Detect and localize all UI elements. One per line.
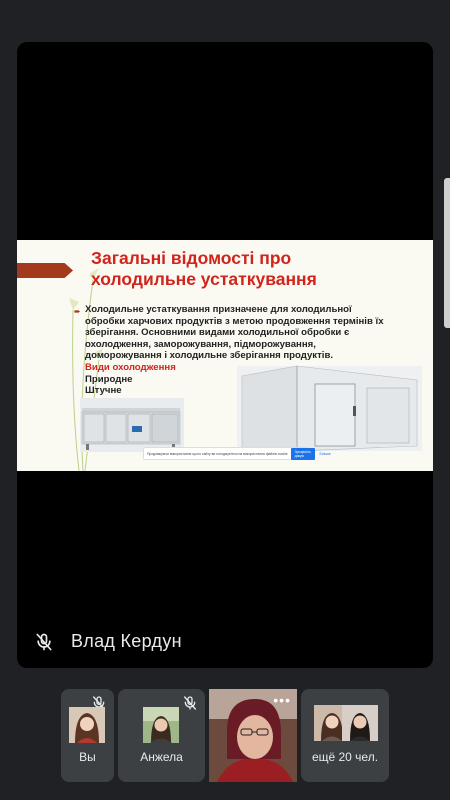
cookie-text: Продовжуючи використання цього сайту ви погоджуєтеся на використання файлів cookie (147, 451, 288, 456)
participant-tile-you[interactable] (61, 689, 114, 782)
participant-name: Анжела (140, 750, 183, 764)
cooling-type-item: Природне (85, 373, 133, 385)
slide-title-line-2: холодильне устаткування (91, 269, 317, 289)
avatar (342, 705, 378, 741)
body-line: обробки харчових продуктів з метою продовження термінів їх (85, 315, 384, 327)
side-panel-handle[interactable] (444, 178, 450, 328)
bullet-arrow-icon: ➨ (74, 307, 81, 316)
more-participants-tile[interactable] (301, 689, 389, 782)
slide-title-arrow (17, 263, 73, 278)
participant-tile-video[interactable] (209, 689, 297, 782)
participant-name: Вы (79, 750, 96, 764)
avatar (143, 707, 179, 743)
avatar (69, 707, 105, 743)
participant-tile-anzhela[interactable] (118, 689, 205, 782)
main-participant-name: Влад Кердун (71, 631, 182, 651)
body-line: доморожування і холодильне зберігання продуктів. (85, 350, 334, 362)
cooling-type-item: Штучне (85, 385, 122, 397)
presentation-slide (17, 240, 433, 471)
cold-room-image (237, 366, 422, 451)
body-line: зберігання. Основними видами холодильної обробки є (85, 327, 350, 339)
more-options-icon[interactable]: ••• (273, 692, 291, 708)
more-participants-count: ещё 20 чел. (311, 750, 379, 764)
mic-off-icon (34, 632, 54, 652)
slide-title-line-1: Загальні відомості про (91, 248, 292, 268)
slide-title (91, 248, 391, 290)
body-line: Холодильне устаткування призначене для холодильної (85, 304, 352, 315)
refrigerated-counter-image (80, 398, 184, 452)
cooling-types-heading: Види охолодження (85, 361, 176, 373)
cookie-more-link: Більше (319, 451, 331, 456)
body-line: охолодження, заморожування, підморожування, (85, 338, 316, 350)
cookie-consent-bar (143, 447, 331, 460)
cookie-accept-button: Зрозуміло, дякую (291, 448, 316, 460)
mic-off-icon (182, 695, 198, 711)
